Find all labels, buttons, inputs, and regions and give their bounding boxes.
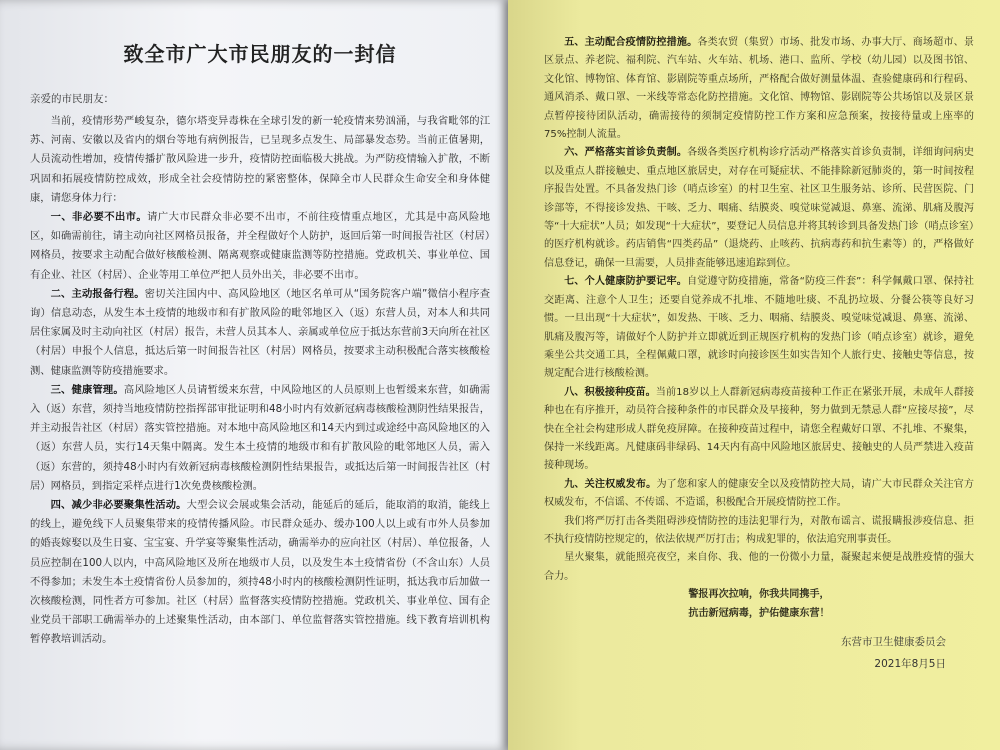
crime-paragraph: 我们将严厉打击各类阻碍涉疫情防控的违法犯罪行为，对散布谣言、谎报瞒报涉疫信息、拒不执行疫情防控规定的，依法依规严厉打击；构成犯罪的，依法追究刑事责任。 [544,515,974,545]
section-8-heading: 八、积极接种疫苗。 [564,386,656,398]
closing-line-2: 抗击新冠病毒，护佑健康东营！ [688,607,830,619]
section-2 [30,285,490,381]
section-7-body: 自觉遵守防疫措施，常备“防疫三件套”：科学佩戴口罩、保持社交距离、注意个人卫生；还要自觉养成不扎堆、不随地吐痰、不乱扔垃圾、分餐公筷等良好习惯。一旦出现“十大症状”，如发热、干咳、乏力、咽痛、结膜炎、嗅觉味觉减退、鼻塞、流涕、肌痛及腹泻等，请做好个人防护并立即就近到正规医疗机构的发热门诊（哨点诊室）就诊，避免乘坐公共交通工具，全程佩戴口罩，就诊时向接诊医生如实告知个人旅行史、接触史等信息，按规定配合进行核酸检测。 [544,276,975,380]
section-7-heading: 七、个人健康防护要记牢。 [564,276,688,288]
section-3-heading: 三、健康管理。 [50,383,124,396]
section-5-heading: 五、主动配合疫情防控措施。 [564,37,698,48]
section-5-body: 各类农贸（集贸）市场、批发市场、办事大厅、商场超市、景区景点、养老院、福利院、汽车站、火车站、机场、港口、监所、学校（幼儿园）以及图书馆、文化馆、博物馆、体育馆、影剧院等重点场所，严格配合做好测量体温、查验健康码和行程码、通风消杀、戴口罩、一米线等常态化防控措施。文化馆、博物馆、影剧院等公共场馆以及景区景点暂停接待团队活动，确需接待的须制定疫情防控工作方案和应急预案，按接待量或上座率的75%控制人流量。 [544,37,975,141]
section-1-heading: 一、非必要不出市。 [50,211,148,224]
section-9-body: 为了您和家人的健康安全以及疫情防控大局，请广大市民群众关注官方权威发布，不信谣、不传谣、不造谣，积极配合开展疫情防控工作。 [544,478,975,509]
section-6 [544,144,974,273]
section-6-heading: 六、严格落实首诊负责制。 [564,147,688,159]
section-7 [544,273,974,383]
section-4 [30,496,490,650]
section-1-body: 请广大市民群众非必要不出市，不前往疫情重点地区，尤其是中高风险地区，如确需前往，请主动向社区网格员报备，并全程做好个人防护，返回后第一时间报告社区（村居）网格员，按要求主动配合做好核酸检测、隔离观察或健康监测等防控措施。党政机关、事业单位、国有企业、社区（村居）、企业等用工单位严把人员外出关，非必要不出市。 [30,211,491,281]
section-4-heading: 四、减少非必要聚集性活动。 [50,499,187,512]
section-4-body: 大型会议会展或集会活动，能延后的延后，能取消的取消，能线上的线上，避免线下人员聚集带来的疫情传播风险。市民群众延办、缓办100人以上或有市外人员参加的婚丧嫁娶以及生日宴、宝宝宴、升学宴等聚集性活动，确需举办的应向社区（村居）、单位报备，人员应控制在100人以内，中高风险地区及所在地级市人员，以及发生本土疫情省份（不含山东）人员不得参加；未发生本土疫情省份人员参加的，须持48小时内的核酸检测阴性证明，抵达我市后加做一次核酸检测，同性者方可参加。社区（村居）监督落实疫情防控措施。党政机关、事业单位、国有企业党员干部职工确需举办的上述聚集性活动，由本部门、单位监督落实管控措施。线下教育培训机构暂停教培训活动。 [30,499,491,646]
signature-date: 2021年8月5日 [874,658,946,670]
unity-paragraph: 星火聚集，就能照亮夜空，来自你、我、他的一份微小力量，凝聚起来便是战胜疫情的强大合力。 [544,552,974,582]
letter-title: 致全市广大市民朋友的一封信 [123,42,397,66]
right-page [508,0,1000,750]
section-2-body: 密切关注国内中、高风险地区（地区名单可从“国务院客户端”微信小程序查询）信息动态，从发生本土疫情的地级市和有扩散风险的毗邻地区入（返）东营人员，对本人和共同居住家属及时主动向社区（村居）报告，未营人员其本人、亲属或单位应于抵达东营前3天向所在社区（村居）申报个人信息，抵达后第一时间报告社区（村居）网格员，按要求主动积极配合落实核酸检测、健康监测等防疫措施要求。 [30,287,490,377]
section-3-body: 高风险地区人员请暂缓来东营，中风险地区的人员原则上也暂缓来东营，如确需入（返）东营，须持当地疫情防控指挥部审批证明和48小时内有效新冠病毒核酸检测阴性结果报告，并主动报告社区（村居）落实管控措施。对本地中高风险地区和14天内到过或途经中高风险地区的入（返）东营人员，实行14天集中隔离。发生本土疫情的地级市和有扩散风险的毗邻地区人员，需入（返）东营的，须持48小时内有效新冠病毒核酸检测阴性结果报告，或抵达后第一时间报告社区（村居）网格员，到指定采样点进行1次免费核酸检测。 [30,383,491,492]
section-5 [544,34,974,144]
salutation: 亲爱的市民朋友： [30,93,114,105]
section-6-body: 各级各类医疗机构诊疗活动严格落实首诊负责制，详细询问病史以及重点人群接触史、重点地区旅居史，对存在可疑症状、不能排除新冠肺炎的，第一时间按程序报告处置。不具备发热门诊（哨点诊室）的村卫生室、社区卫生服务站、诊所、民营医院、门诊部等，不得接诊发热、干咳、乏力、咽痛、结膜炎、嗅觉味觉减退、鼻塞、流涕、肌痛及腹泻等“十大症状”人员；如发现“十大症状”，要登记人员信息并将其转诊到具备发热门诊（哨点诊室）的医疗机构就诊。药店销售“四类药品”（退烧药、止咳药、抗病毒药和抗生素等）的，严格做好信息登记，确保一旦需要，人员排查能够迅速追踪到位。 [544,147,975,269]
section-8-body: 当前18岁以上人群新冠病毒疫苗接种工作正在紧张开展，未成年人群接种也在有序推开，动员符合接种条件的市民群众及早接种，努力做到无禁忌人群“应接尽接”，尽快在全社会构建形成人群免疫屏障。在接种疫苗过程中，请您全程戴好口罩、不扎堆、不聚集，保持一米线距离。凡健康码非绿码、14天内有高中风险地区旅居史、接触史的人员严禁进入疫苗接种现场。 [544,386,974,472]
section-2-heading: 二、主动报备行程。 [50,287,145,300]
section-9 [544,476,974,513]
section-3 [30,381,490,496]
section-8 [544,384,974,476]
intro-paragraph: 当前，疫情形势严峻复杂，德尔塔变异毒株在全球引发的新一轮疫情来势汹涌，与我省毗邻的江苏、河南、安徽以及省内的烟台等地有病例报告，已呈现多点发生、局部暴发态势。当前正值暑期，人员流动性增加，疫情传播扩散风险进一步升，疫情防控面临极大挑战。为严防疫情输入扩散，不断巩固和拓展疫情防控成效，形成全社会疫情防控的紧密整体，保障全市人民群众生命安全和身体健康，请您身体力行： [30,115,490,204]
closing-line-1: 警报再次拉响，你我共同携手， [688,589,830,601]
signature-org: 东营市卫生健康委员会 [841,636,946,648]
section-1 [30,208,490,285]
section-9-heading: 九、关注权威发布。 [564,478,657,490]
signature-block [544,631,974,675]
